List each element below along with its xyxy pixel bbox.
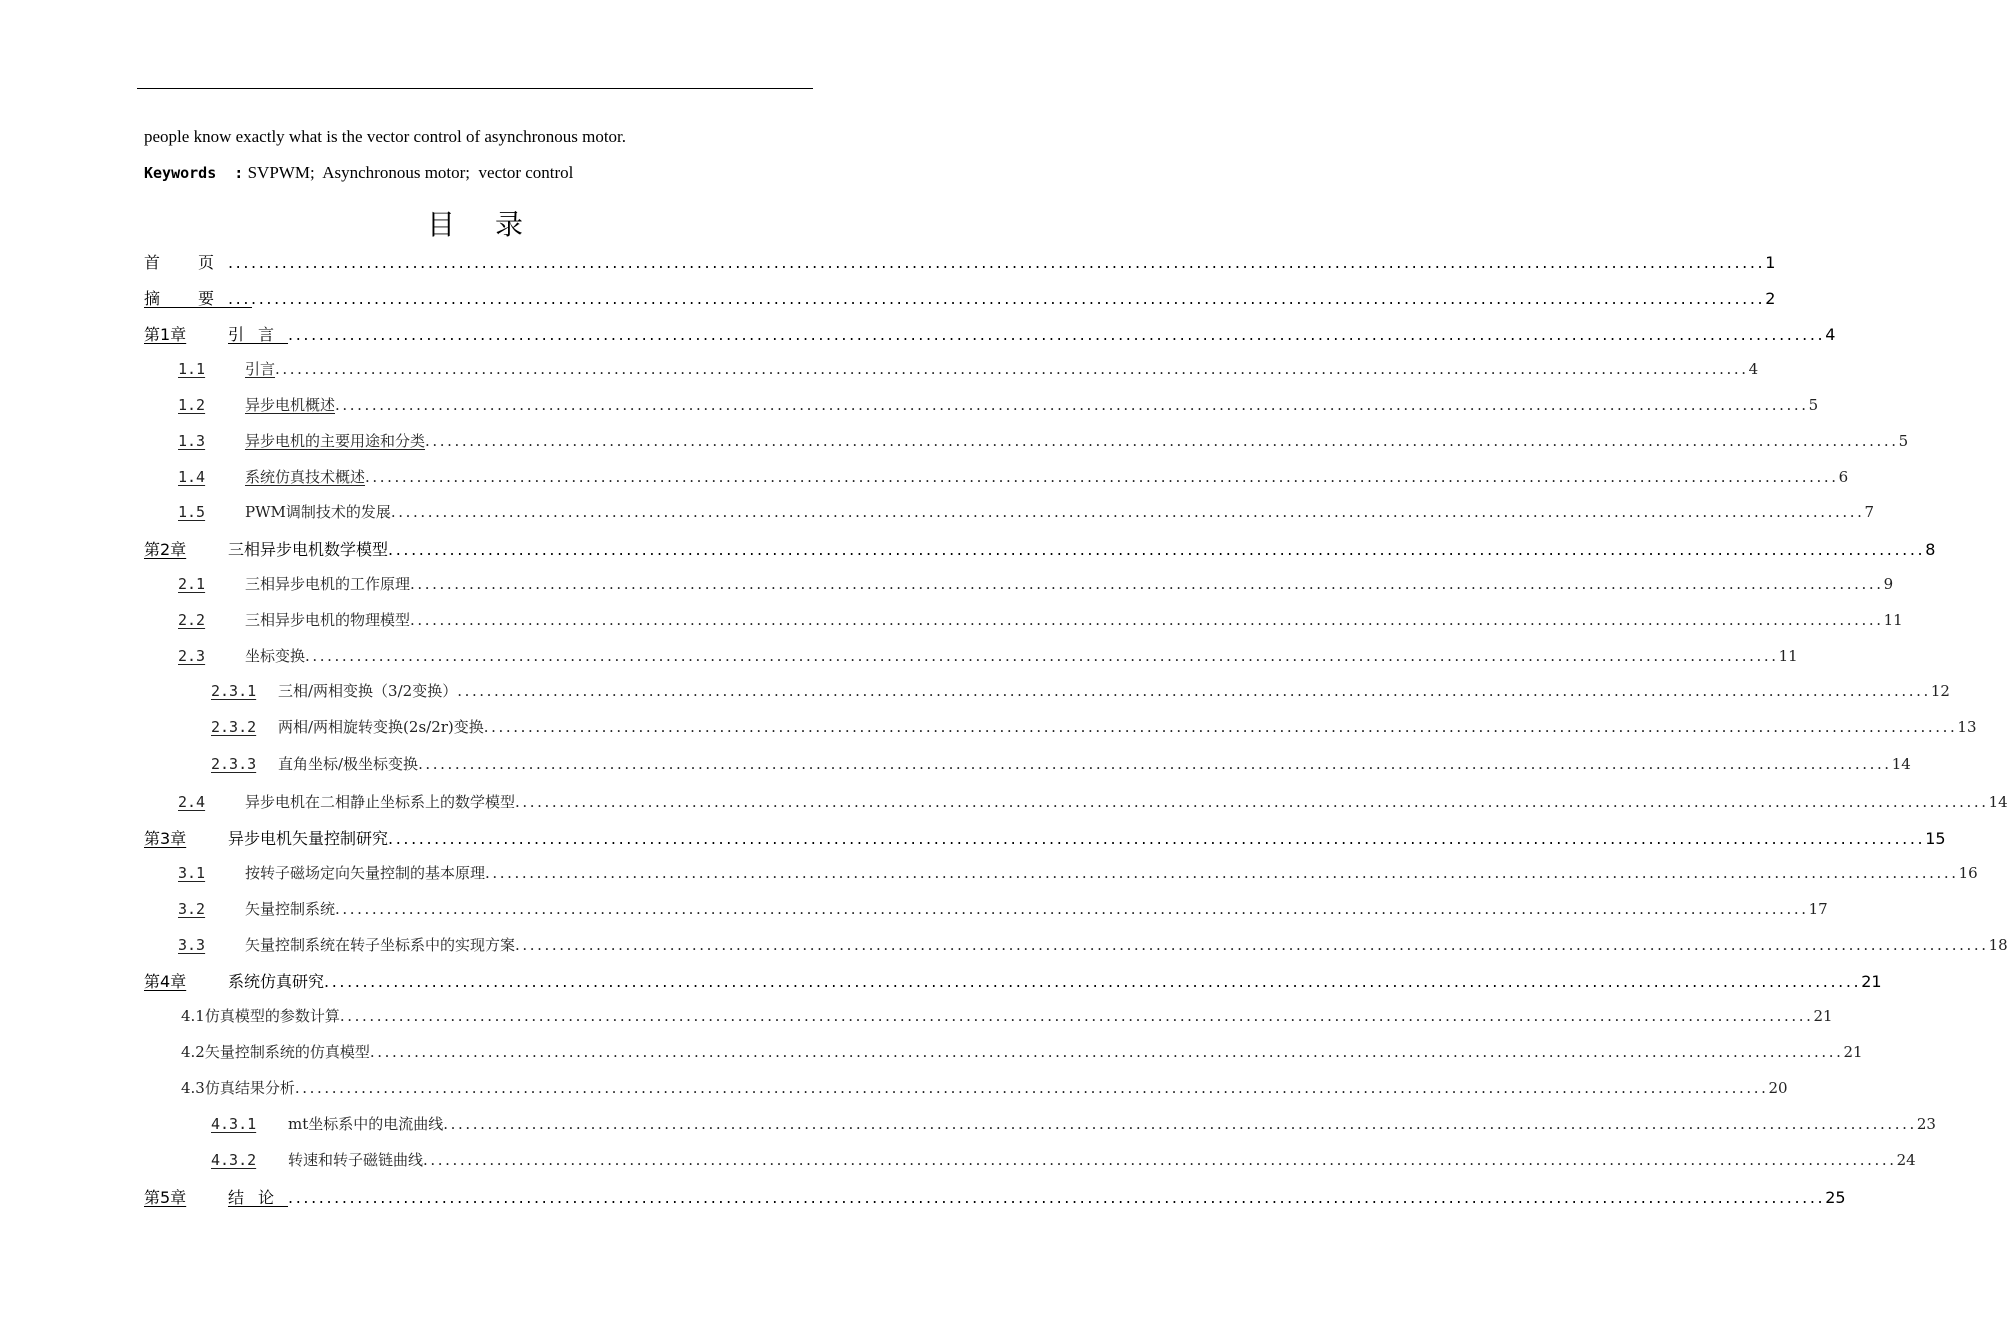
toc-subsection-number: 2.3.2 bbox=[211, 718, 257, 736]
toc-entry-chapter-4[interactable] bbox=[144, 969, 1882, 993]
toc-entry-2-4[interactable] bbox=[178, 791, 2008, 815]
toc-entry-4-2[interactable] bbox=[181, 1041, 1863, 1065]
toc-section-number: 1.1 bbox=[178, 360, 206, 378]
toc-leader-dots: ........................................................................................................................................................................................................ bbox=[425, 432, 1899, 450]
toc-entry-4-3[interactable] bbox=[181, 1077, 1788, 1101]
toc-entry-3-2[interactable] bbox=[178, 898, 1828, 922]
toc-leader-dots: ........................................................................................................................................................................................................ bbox=[388, 829, 1926, 848]
toc-entry-1-4[interactable] bbox=[178, 466, 1849, 490]
toc-entry-chapter-3[interactable] bbox=[144, 826, 1946, 850]
toc-leader-dots: ........................................................................................................................................................................................................ bbox=[390, 503, 1865, 521]
toc-leader-dots: ........................................................................................................................................................................................................ bbox=[483, 718, 1958, 736]
toc-entry-title: 异步电机在二相静止坐标系上的数学模型 bbox=[245, 793, 516, 811]
toc-section-number: 1.4 bbox=[178, 468, 206, 486]
toc-entry-1-2[interactable] bbox=[178, 394, 1819, 418]
toc-page-number: 14 bbox=[1988, 793, 2008, 811]
toc-page-number: 7 bbox=[1864, 503, 1875, 521]
toc-page-number: 15 bbox=[1925, 829, 1946, 848]
toc-section-number: 1.5 bbox=[178, 503, 206, 521]
toc-leader-dots: ........................................................................................................................................................................................................ bbox=[228, 253, 1766, 272]
toc-entry-2-2[interactable] bbox=[178, 609, 1903, 633]
toc-entry-2-3-1[interactable] bbox=[211, 680, 1950, 704]
toc-entry-abstract[interactable] bbox=[144, 286, 1776, 310]
toc-entry-2-1[interactable] bbox=[178, 573, 1894, 597]
toc-leader-dots: ........................................................................................................................................................................................................ bbox=[423, 1151, 1897, 1169]
toc-entry-3-1[interactable] bbox=[178, 862, 1978, 886]
toc-leader-dots: ........................................................................................................................................................................................................ bbox=[443, 1115, 1917, 1133]
toc-entry-title: 三相异步电机的物理模型 bbox=[245, 611, 411, 629]
toc-entry-title: 4.1仿真模型的参数计算 bbox=[181, 1007, 340, 1025]
toc-title: 目录 bbox=[426, 208, 563, 241]
toc-entry-title: 矢量控制系统在转子坐标系中的实现方案 bbox=[245, 936, 516, 954]
toc-section-number: 2.4 bbox=[178, 793, 206, 811]
toc-page-number: 16 bbox=[1958, 864, 1978, 882]
toc-page-number: 4 bbox=[1825, 325, 1836, 344]
header-rule bbox=[137, 88, 813, 89]
toc-leader-dots: ........................................................................................................................................................................................................ bbox=[410, 575, 1884, 593]
toc-section-number: 2.1 bbox=[178, 575, 206, 593]
toc-chapter-number: 第1章 bbox=[144, 325, 187, 344]
toc-page-number: 11 bbox=[1778, 647, 1798, 665]
toc-chapter-number: 第2章 bbox=[144, 540, 187, 559]
toc-entry-title: 引言 bbox=[245, 360, 276, 378]
toc-entry-2-3-3[interactable] bbox=[211, 753, 1911, 777]
toc-chapter-number: 第3章 bbox=[144, 829, 187, 848]
toc-leader-dots: ........................................................................................................................................................................................................ bbox=[324, 972, 1862, 991]
toc-leader-dots: ........................................................................................................................................................................................................ bbox=[369, 1043, 1844, 1061]
toc-page-number: 25 bbox=[1825, 1188, 1846, 1207]
toc-entry-title: 三相异步电机数学模型 bbox=[228, 540, 389, 559]
toc-leader-dots: ........................................................................................................................................................................................................ bbox=[294, 1079, 1769, 1097]
toc-page-number: 8 bbox=[1925, 540, 1936, 559]
toc-entry-title: 异步电机的主要用途和分类 bbox=[245, 432, 426, 450]
toc-entry-chapter-5[interactable] bbox=[144, 1185, 1846, 1209]
toc-entry-title: 坐标变换 bbox=[245, 647, 306, 665]
toc-leader-dots: ........................................................................................................................................................................................................ bbox=[418, 755, 1892, 773]
toc-entry-title: 三相/两相变换（3/2变换） bbox=[278, 682, 458, 700]
toc-entry-label: 首页 bbox=[144, 253, 253, 272]
toc-chapter-number: 第4章 bbox=[144, 972, 187, 991]
toc-page-number: 5 bbox=[1898, 432, 1909, 450]
toc-page-number: 2 bbox=[1765, 289, 1776, 308]
toc-chapter-number: 第5章 bbox=[144, 1188, 187, 1207]
toc-page-number: 14 bbox=[1891, 755, 1911, 773]
toc-entry-2-3[interactable] bbox=[178, 645, 1798, 669]
toc-section-number: 3.3 bbox=[178, 936, 206, 954]
toc-leader-dots: ........................................................................................................................................................................................................ bbox=[457, 682, 1931, 700]
toc-entry-4-3-1[interactable] bbox=[211, 1113, 1936, 1137]
keywords-label: Keywords : bbox=[144, 164, 244, 182]
toc-subsection-number: 2.3.1 bbox=[211, 682, 257, 700]
toc-section-number: 3.2 bbox=[178, 900, 206, 918]
toc-page-number: 21 bbox=[1843, 1043, 1863, 1061]
toc-leader-dots: ........................................................................................................................................................................................................ bbox=[288, 1188, 1826, 1207]
toc-leader-dots: ........................................................................................................................................................................................................ bbox=[228, 289, 1766, 308]
toc-entry-title: 异步电机概述 bbox=[245, 396, 336, 414]
toc-leader-dots: ........................................................................................................................................................................................................ bbox=[339, 1007, 1814, 1025]
toc-subsection-number: 4.3.2 bbox=[211, 1151, 257, 1169]
toc-entry-title: 直角坐标/极坐标变换 bbox=[278, 755, 419, 773]
toc-page-number: 18 bbox=[1988, 936, 2008, 954]
toc-leader-dots: ........................................................................................................................................................................................................ bbox=[515, 793, 1989, 811]
toc-leader-dots: ........................................................................................................................................................................................................ bbox=[275, 360, 1749, 378]
toc-page-number: 13 bbox=[1957, 718, 1977, 736]
toc-entry-title: 4.3仿真结果分析 bbox=[181, 1079, 295, 1097]
toc-entry-label: 摘要 bbox=[144, 289, 253, 308]
toc-page-number: 4 bbox=[1748, 360, 1759, 378]
toc-page-number: 21 bbox=[1813, 1007, 1833, 1025]
toc-entry-1-5[interactable] bbox=[178, 501, 1875, 525]
toc-page-number: 24 bbox=[1896, 1151, 1916, 1169]
toc-leader-dots: ........................................................................................................................................................................................................ bbox=[305, 647, 1779, 665]
toc-entry-title: 转速和转子磁链曲线 bbox=[288, 1151, 424, 1169]
toc-section-number: 2.2 bbox=[178, 611, 206, 629]
toc-page-number: 5 bbox=[1808, 396, 1819, 414]
toc-page-number: 1 bbox=[1765, 253, 1776, 272]
toc-subsection-number: 2.3.3 bbox=[211, 755, 257, 773]
toc-entry-title: 4.2矢量控制系统的仿真模型 bbox=[181, 1043, 370, 1061]
toc-section-number: 2.3 bbox=[178, 647, 206, 665]
toc-subsection-number: 4.3.1 bbox=[211, 1115, 257, 1133]
toc-leader-dots: ........................................................................................................................................................................................................ bbox=[288, 325, 1826, 344]
toc-entry-title: 引言 bbox=[228, 325, 289, 344]
toc-entry-2-3-2[interactable] bbox=[211, 716, 1977, 740]
toc-page-number: 20 bbox=[1768, 1079, 1788, 1097]
toc-page-number: 23 bbox=[1916, 1115, 1936, 1133]
toc-entry-title: mt坐标系中的电流曲线 bbox=[288, 1115, 444, 1133]
toc-entry-title: 系统仿真研究 bbox=[228, 972, 325, 991]
keywords-value: SVPWM; Asynchronous motor; vector control bbox=[247, 163, 574, 182]
abstract-last-line: people know exactly what is the vector control of asynchronous motor. bbox=[144, 127, 627, 146]
keywords-line bbox=[144, 163, 573, 183]
toc-leader-dots: ........................................................................................................................................................................................................ bbox=[485, 864, 1959, 882]
toc-entry-home[interactable] bbox=[144, 250, 1776, 274]
toc-entry-chapter-2[interactable] bbox=[144, 537, 1936, 561]
toc-entry-4-1[interactable] bbox=[181, 1005, 1833, 1029]
toc-section-number: 1.3 bbox=[178, 432, 206, 450]
toc-entry-title: 按转子磁场定向矢量控制的基本原理 bbox=[245, 864, 486, 882]
toc-leader-dots: ........................................................................................................................................................................................................ bbox=[335, 900, 1809, 918]
toc-page-number: 21 bbox=[1861, 972, 1882, 991]
toc-section-number: 3.1 bbox=[178, 864, 206, 882]
toc-entry-title: PWM调制技术的发展 bbox=[245, 503, 391, 521]
toc-entry-1-1[interactable] bbox=[178, 358, 1759, 382]
toc-leader-dots: ........................................................................................................................................................................................................ bbox=[335, 396, 1809, 414]
toc-page-number: 11 bbox=[1883, 611, 1903, 629]
toc-entry-4-3-2[interactable] bbox=[211, 1149, 1916, 1173]
toc-section-number: 1.2 bbox=[178, 396, 206, 414]
toc-page-number: 17 bbox=[1808, 900, 1828, 918]
toc-entry-title: 三相异步电机的工作原理 bbox=[245, 575, 411, 593]
toc-leader-dots: ........................................................................................................................................................................................................ bbox=[365, 468, 1839, 486]
toc-leader-dots: ........................................................................................................................................................................................................ bbox=[515, 936, 1989, 954]
toc-entry-title: 异步电机矢量控制研究 bbox=[228, 829, 389, 848]
toc-entry-chapter-1[interactable] bbox=[144, 322, 1836, 346]
toc-page-number: 6 bbox=[1838, 468, 1849, 486]
toc-page-number: 9 bbox=[1883, 575, 1894, 593]
toc-entry-title: 两相/两相旋转变换(2s/2r)变换 bbox=[278, 718, 484, 736]
toc-page-number: 12 bbox=[1930, 682, 1950, 700]
toc-entry-title: 矢量控制系统 bbox=[245, 900, 336, 918]
toc-entry-title: 系统仿真技术概述 bbox=[245, 468, 366, 486]
toc-entry-1-3[interactable] bbox=[178, 430, 1909, 454]
toc-leader-dots: ........................................................................................................................................................................................................ bbox=[410, 611, 1884, 629]
toc-entry-title: 结论 bbox=[228, 1188, 289, 1207]
toc-entry-3-3[interactable] bbox=[178, 934, 2008, 958]
toc-leader-dots: ........................................................................................................................................................................................................ bbox=[388, 540, 1926, 559]
